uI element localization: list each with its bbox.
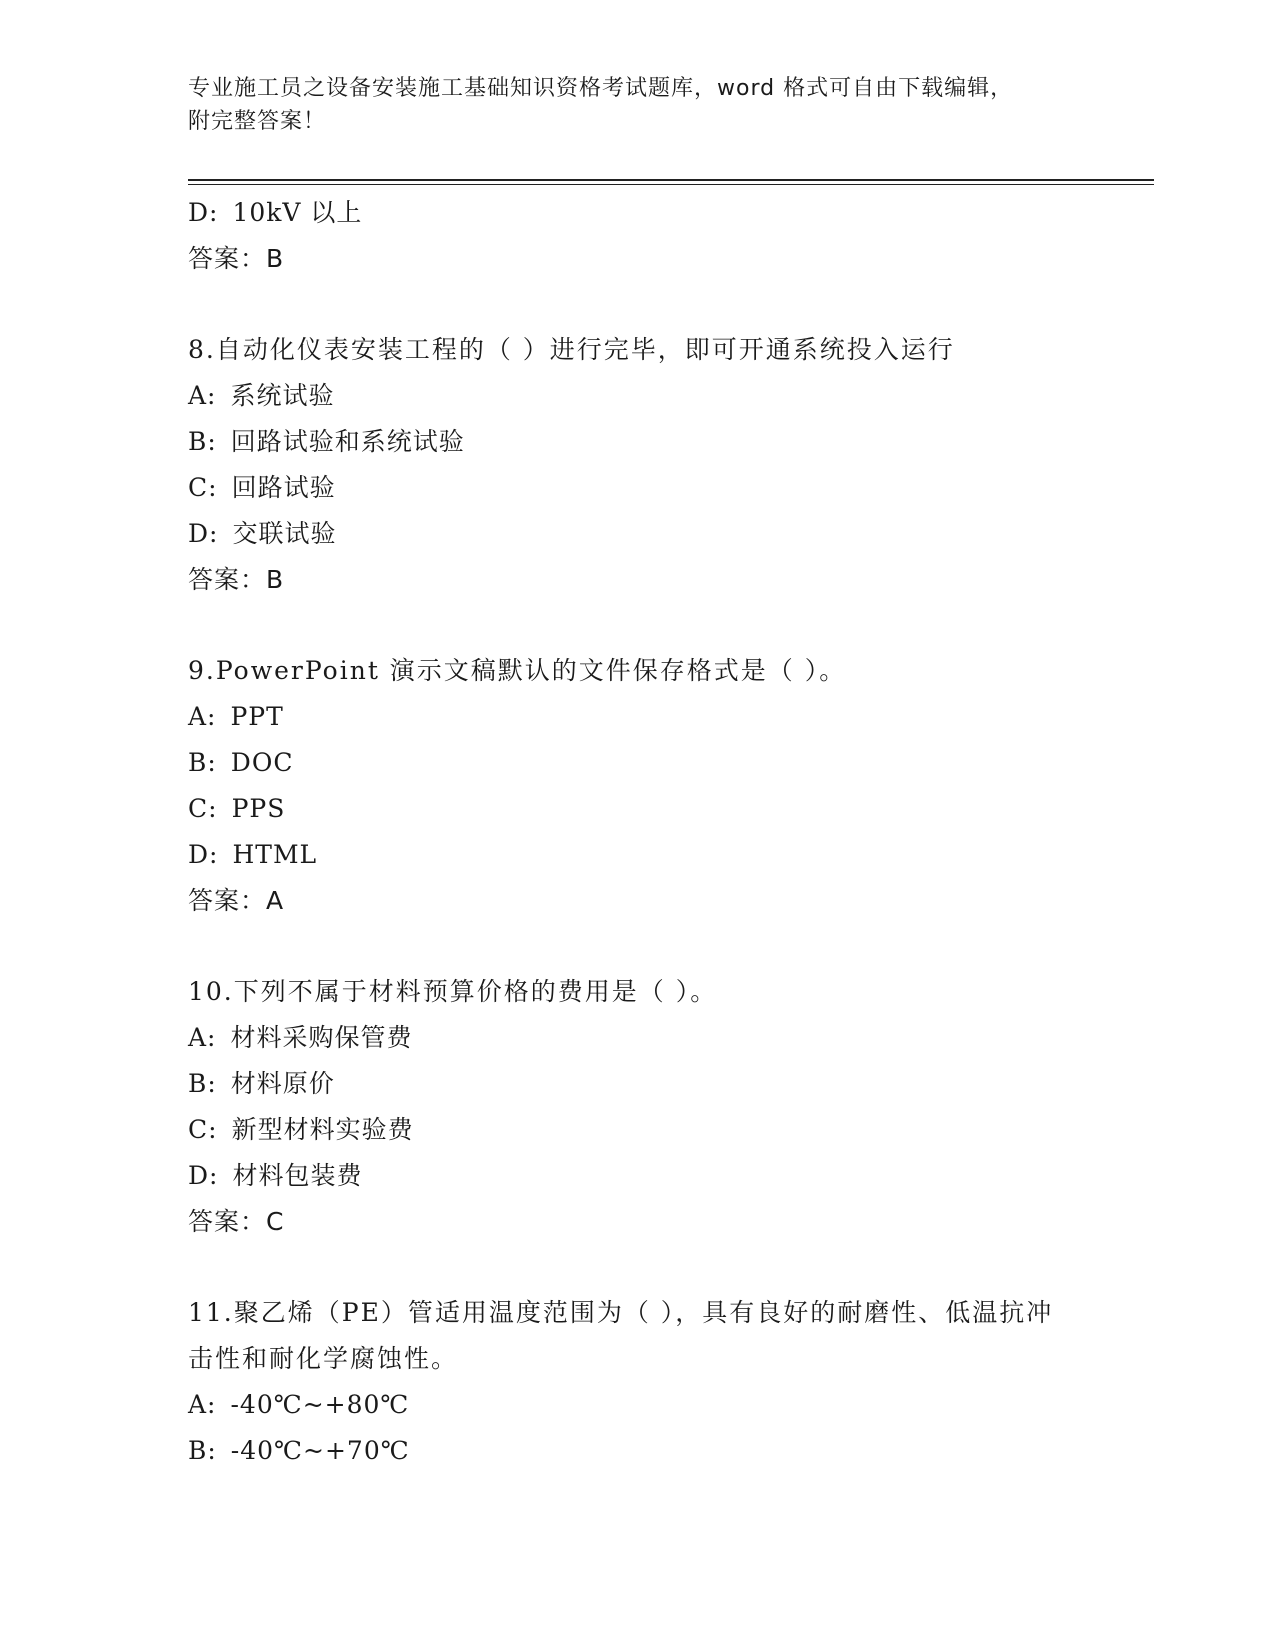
option-text: 交联试验	[232, 519, 337, 548]
header-divider-thin	[188, 184, 1154, 185]
question-9-option-d	[188, 832, 1154, 878]
option-key: C:	[188, 794, 218, 823]
question-gap	[188, 924, 1154, 969]
question-9-option-a	[188, 694, 1154, 740]
question-8-option-a	[188, 373, 1154, 419]
option-key: A:	[188, 1023, 217, 1052]
option-key: C:	[188, 1115, 218, 1144]
question-11-option-b	[188, 1428, 1154, 1474]
option-key: D:	[188, 1161, 219, 1190]
option-key: A:	[188, 1390, 217, 1419]
header-title-line-2: 附完整答案！	[188, 109, 327, 134]
question-10-option-c	[188, 1107, 1154, 1153]
question-9-answer: 答案：A	[188, 886, 285, 915]
option-text: DOC	[230, 748, 294, 777]
question-10-option-d	[188, 1153, 1154, 1199]
option-key: A:	[188, 381, 217, 410]
option-key: B:	[188, 1069, 217, 1098]
question-9-option-c	[188, 786, 1154, 832]
option-text: 系统试验	[230, 381, 335, 410]
header-title-line-1: 专业施工员之设备安装施工基础知识资格考试题库，word 格式可自由下载编辑，	[188, 76, 1014, 101]
option-text: 回路试验	[231, 473, 336, 502]
question-10-option-a	[188, 1015, 1154, 1061]
option-key: B:	[188, 1436, 217, 1465]
question-10-text: 10.下列不属于材料预算价格的费用是（ ）。	[188, 977, 718, 1006]
option-key: D:	[188, 198, 219, 227]
question-9-option-b	[188, 740, 1154, 786]
option-text: PPT	[230, 702, 284, 731]
question-8-option-c	[188, 465, 1154, 511]
option-text: PPS	[231, 794, 286, 823]
question-gap	[188, 282, 1154, 327]
question-9-text: 9.PowerPoint 演示文稿默认的文件保存格式是（ ）。	[188, 656, 847, 685]
option-text: 材料原价	[230, 1069, 335, 1098]
header-divider-thick	[188, 179, 1154, 181]
option-d-previous	[188, 190, 1154, 236]
option-key: B:	[188, 748, 217, 777]
option-key: B:	[188, 427, 217, 456]
question-10-answer: 答案：C	[188, 1207, 285, 1236]
option-text: 10kV 以上	[232, 198, 363, 227]
option-key: C:	[188, 473, 218, 502]
question-8-text: 8.自动化仪表安装工程的（ ）进行完毕，即可开通系统投入运行	[188, 335, 955, 364]
option-text: 材料包装费	[232, 1161, 363, 1190]
option-text: -40℃~+70℃	[230, 1436, 410, 1465]
question-10-option-b	[188, 1061, 1154, 1107]
option-key: D:	[188, 519, 219, 548]
document-header	[188, 72, 1088, 138]
answer-previous: 答案：B	[188, 244, 285, 273]
question-8-answer: 答案：B	[188, 565, 285, 594]
option-text: -40℃~+80℃	[230, 1390, 410, 1419]
option-text: 回路试验和系统试验	[230, 427, 465, 456]
question-11-text: 11.聚乙烯（PE）管适用温度范围为（ ），具有良好的耐磨性、低温抗冲击性和耐化学腐蚀性。	[188, 1298, 1054, 1373]
question-8-option-d	[188, 511, 1154, 557]
option-text: 材料采购保管费	[230, 1023, 413, 1052]
option-key: D:	[188, 840, 219, 869]
question-gap	[188, 1245, 1154, 1290]
option-text: 新型材料实验费	[231, 1115, 414, 1144]
question-content	[188, 190, 1154, 1474]
question-11-option-a	[188, 1382, 1154, 1428]
question-8-option-b	[188, 419, 1154, 465]
option-text: HTML	[232, 840, 318, 869]
option-key: A:	[188, 702, 217, 731]
question-gap	[188, 603, 1154, 648]
